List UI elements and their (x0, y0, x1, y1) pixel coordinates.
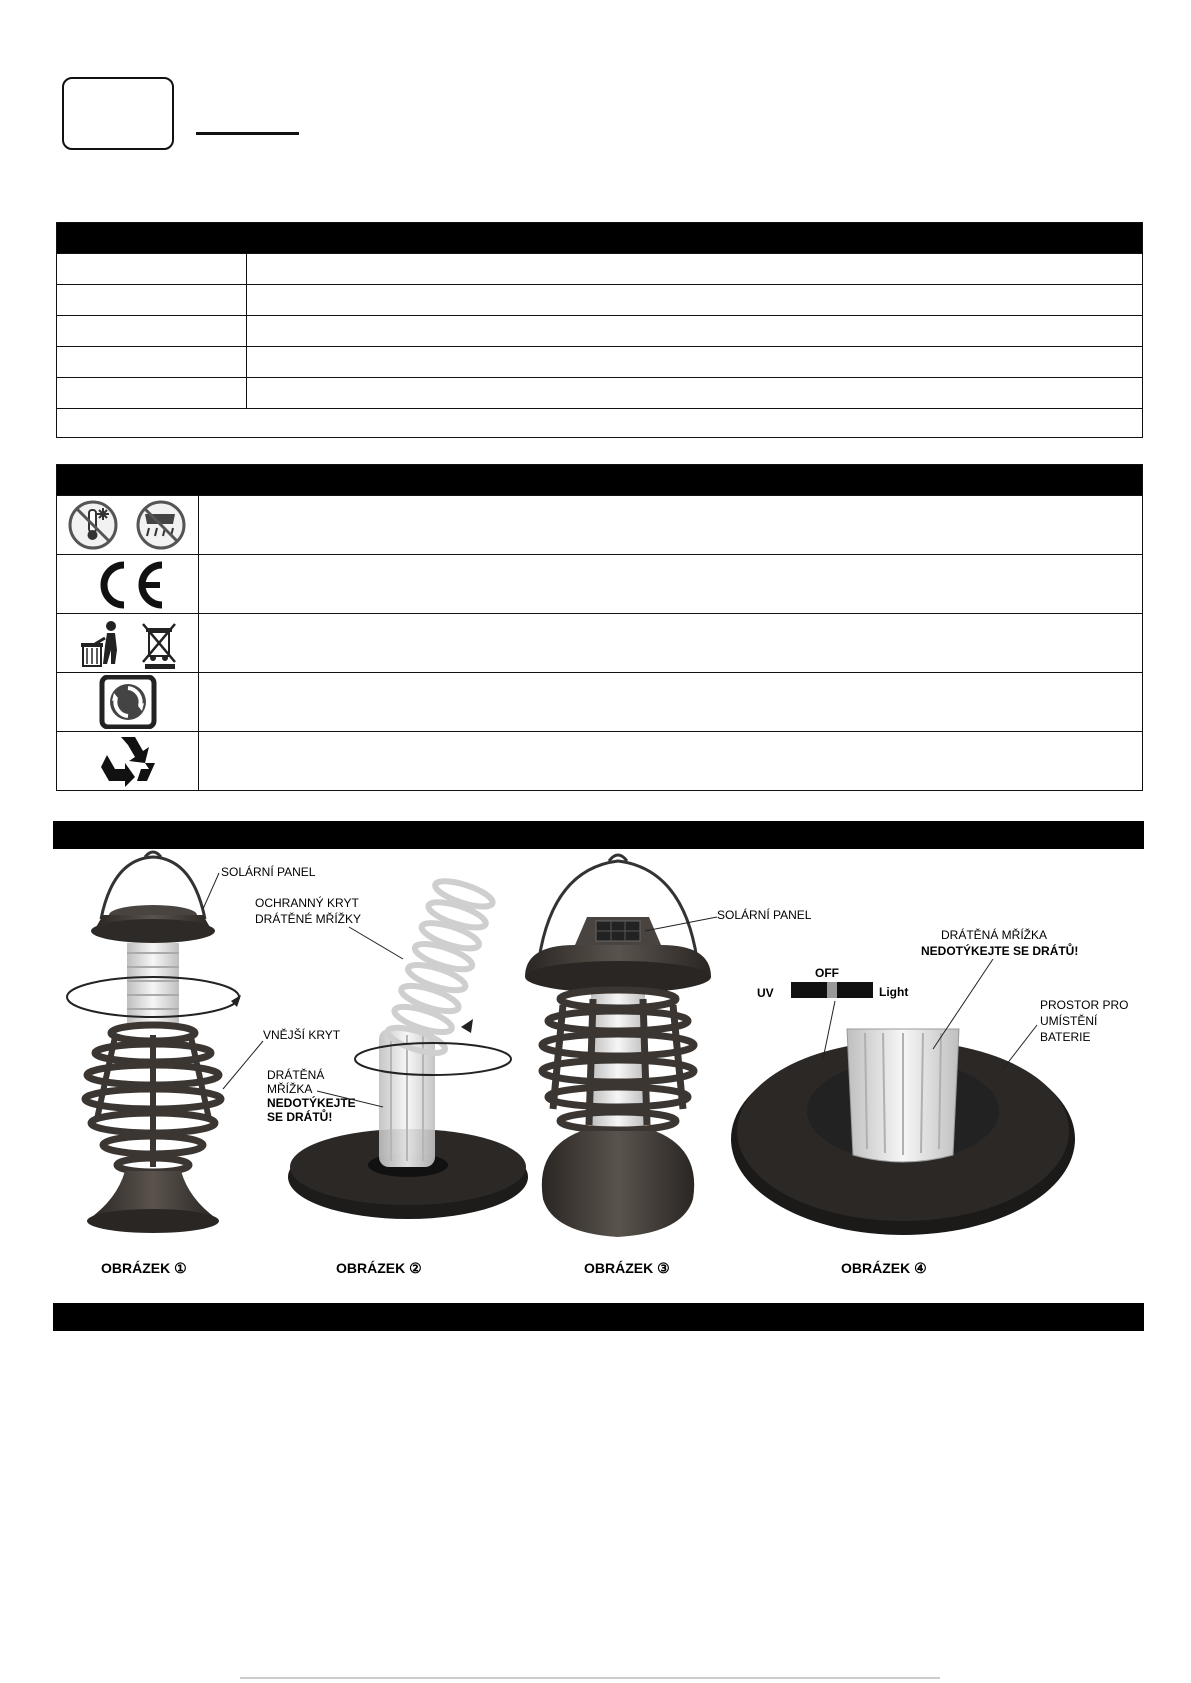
spec-note (57, 408, 1142, 437)
fig4-mesh-label: DRÁTĚNÁ MŘÍŽKA (941, 928, 1048, 942)
title-underline (196, 132, 299, 135)
table-row (57, 495, 1142, 554)
figure-1-exploded-lamp (67, 852, 241, 1233)
figure-4-base-top-view (731, 982, 1075, 1235)
figure-2-mesh-cover (288, 876, 528, 1219)
ce-mark-icon (88, 557, 168, 611)
symbol-text (199, 496, 1142, 554)
spec-label (57, 285, 247, 315)
crossed-bin-icon (143, 624, 175, 669)
battery-label-2: UMÍSTĚNÍ (1040, 1014, 1098, 1028)
table-row (57, 554, 1142, 613)
symbol-text (199, 614, 1142, 672)
switch-uv-label: UV (757, 986, 774, 1000)
spec-label (57, 254, 247, 284)
symbol-icons (57, 496, 199, 554)
figure-2-caption: OBRÁZEK ② (336, 1260, 422, 1276)
spec-value (247, 347, 1142, 377)
figures-section-header (53, 821, 1144, 849)
symbol-text (199, 673, 1142, 731)
switch-off-label: OFF (815, 966, 839, 980)
table-row (57, 253, 1142, 284)
recycling-icon (97, 733, 159, 789)
fig2-mesh-warning-2: SE DRÁTŮ! (267, 1110, 333, 1124)
symbol-text (199, 555, 1142, 613)
footer-divider (240, 1677, 940, 1679)
symbol-icons (57, 614, 199, 672)
fig3-solar-panel-label: SOLÁRNÍ PANEL (717, 908, 812, 922)
table-row (57, 731, 1142, 790)
figure-1-caption: OBRÁZEK ① (101, 1260, 187, 1276)
battery-label-3: BATERIE (1040, 1030, 1091, 1044)
symbols-table (56, 464, 1143, 791)
table-row (57, 377, 1142, 408)
spec-label (57, 316, 247, 346)
green-dot-icon (98, 675, 158, 729)
spec-value (247, 316, 1142, 346)
spec-label (57, 378, 247, 408)
specification-table (56, 222, 1143, 438)
symbols-table-header (57, 465, 1142, 495)
battery-label-1: PROSTOR PRO (1040, 998, 1129, 1012)
figure-4-caption: OBRÁZEK ④ (841, 1260, 927, 1276)
symbol-text (199, 732, 1142, 790)
figure-3-caption: OBRÁZEK ③ (584, 1260, 670, 1276)
lamp-figures (53, 849, 1144, 1289)
fig1-outer-cover-label: VNĚJŠÍ KRYT (263, 1028, 341, 1042)
table-row (57, 613, 1142, 672)
table-row (57, 346, 1142, 377)
symbol-icons (57, 555, 199, 613)
table-row (57, 672, 1142, 731)
table-row (57, 284, 1142, 315)
fig2-mesh-label-1: DRÁTĚNÁ (267, 1068, 325, 1082)
specification-table-header (57, 223, 1142, 253)
fig2-mesh-label-2: MŘÍŽKA (267, 1082, 313, 1096)
fig2-cover-label-2: DRÁTĚNÉ MŘÍŽKY (255, 912, 362, 926)
symbol-icons (57, 732, 199, 790)
spec-value (247, 254, 1142, 284)
switch-light-label: Light (879, 985, 909, 999)
spec-value (247, 285, 1142, 315)
fig2-mesh-warning-1: NEDOTÝKEJTE (267, 1096, 356, 1110)
fig4-mesh-warning: NEDOTÝKEJTE SE DRÁTŮ! (921, 944, 1079, 958)
no-frost-icon (65, 498, 190, 552)
spec-value (247, 378, 1142, 408)
fig1-solar-panel-label: SOLÁRNÍ PANEL (221, 865, 316, 879)
fig2-cover-label-1: OCHRANNÝ KRYT (255, 896, 359, 910)
figure-3-assembled-lamp (525, 855, 711, 1237)
spec-label (57, 347, 247, 377)
next-section-header (53, 1303, 1144, 1331)
symbol-icons (57, 673, 199, 731)
language-code-box (62, 77, 174, 150)
table-row (57, 315, 1142, 346)
waste-bin-person-icon (65, 616, 190, 670)
